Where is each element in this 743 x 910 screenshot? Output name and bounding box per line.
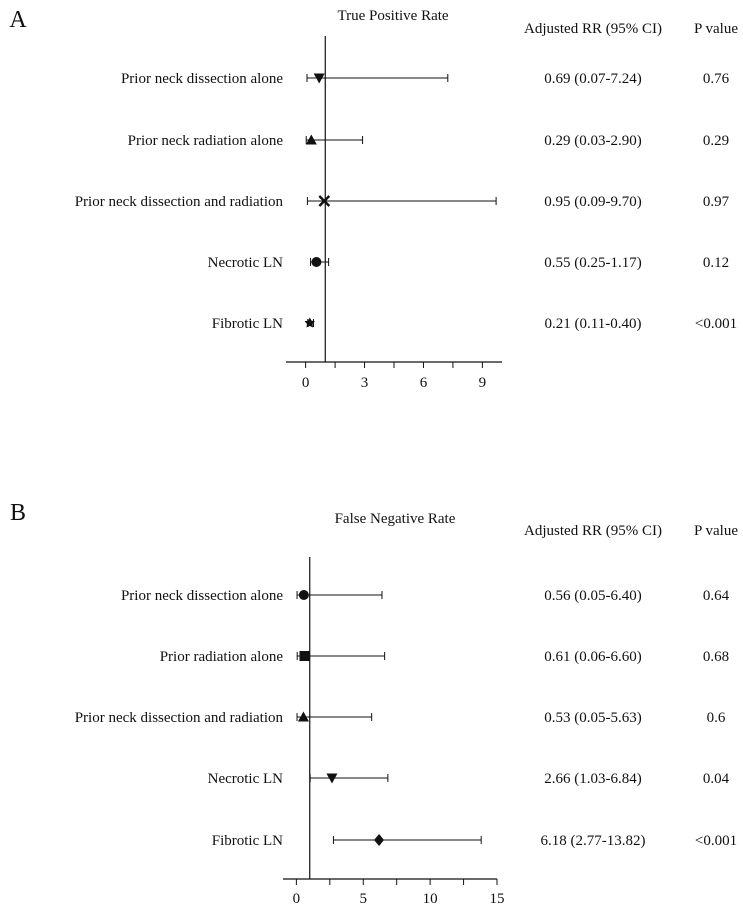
estimate-text: 0.95 (0.09-9.70) [544, 194, 642, 210]
forest-row [208, 771, 730, 787]
row-label: Prior neck dissection and radiation [74, 194, 283, 210]
p-value-text: 0.29 [702, 133, 730, 149]
estimate-text: 0.55 (0.25-1.17) [544, 255, 642, 271]
p-value-column-header: P value [693, 21, 739, 37]
row-label: Prior neck dissection alone [120, 588, 283, 604]
p-value-text: 0.04 [702, 771, 730, 787]
plot-title: True Positive Rate [337, 8, 449, 24]
p-value-column-header: P value [693, 523, 739, 539]
p-value-text: 0.12 [702, 255, 730, 271]
row-label: Necrotic LN [207, 255, 283, 271]
x-tick-label: 3 [360, 375, 369, 391]
p-value-text: <0.001 [694, 316, 738, 332]
forest-row [121, 71, 730, 87]
p-value-text: <0.001 [694, 833, 738, 849]
estimate-text: 0.21 (0.11-0.40) [544, 316, 642, 332]
estimate-text: 0.69 (0.07-7.24) [544, 71, 642, 87]
x-tick-label: 6 [419, 375, 428, 391]
plot-title: False Negative Rate [334, 511, 456, 527]
forest-row [212, 316, 737, 332]
point-estimate-marker [374, 834, 384, 846]
forest-panel-b [10, 500, 738, 905]
forest-row [121, 588, 730, 604]
forest-row [212, 833, 737, 849]
row-label: Prior neck dissection and radiation [74, 710, 283, 726]
row-label: Necrotic LN [207, 771, 283, 787]
x-tick-label: 0 [301, 375, 310, 391]
forest-row [160, 649, 729, 665]
p-value-text: 0.64 [702, 588, 730, 604]
estimate-text: 6.18 (2.77-13.82) [540, 833, 646, 849]
panel-label: B [9, 500, 27, 526]
p-value-text: 0.68 [702, 649, 730, 665]
p-value-text: 0.6 [706, 710, 726, 726]
x-tick-label: 15 [489, 891, 505, 905]
p-value-text: 0.97 [702, 194, 730, 210]
estimate-text: 0.29 (0.03-2.90) [544, 133, 642, 149]
row-label: Fibrotic LN [211, 316, 283, 332]
panel-label: A [9, 7, 27, 33]
point-estimate-marker [300, 651, 310, 661]
estimate-text: 0.61 (0.06-6.60) [544, 649, 642, 665]
row-label: Fibrotic LN [211, 833, 283, 849]
x-tick-label: 5 [359, 891, 367, 905]
forest-row [128, 133, 730, 149]
forest-row [75, 194, 730, 210]
x-tick-label: 9 [478, 375, 487, 391]
point-estimate-marker [299, 590, 309, 600]
estimate-text: 0.53 (0.05-5.63) [544, 710, 642, 726]
p-value-text: 0.76 [702, 71, 730, 87]
point-estimate-marker [311, 257, 321, 267]
estimate-text: 2.66 (1.03-6.84) [544, 771, 642, 787]
estimate-column-header: Adjusted RR (95% CI) [524, 21, 662, 37]
x-tick-label: 0 [292, 891, 301, 905]
forest-row [208, 255, 730, 271]
row-label: Prior neck radiation alone [127, 133, 283, 149]
row-label: Prior neck dissection alone [120, 71, 283, 87]
forest-panel-a [9, 7, 738, 391]
row-label: Prior radiation alone [159, 649, 283, 665]
estimate-text: 0.56 (0.05-6.40) [544, 588, 642, 604]
x-tick-label: 10 [422, 891, 438, 905]
estimate-column-header: Adjusted RR (95% CI) [524, 523, 662, 539]
forest-row [75, 710, 726, 726]
